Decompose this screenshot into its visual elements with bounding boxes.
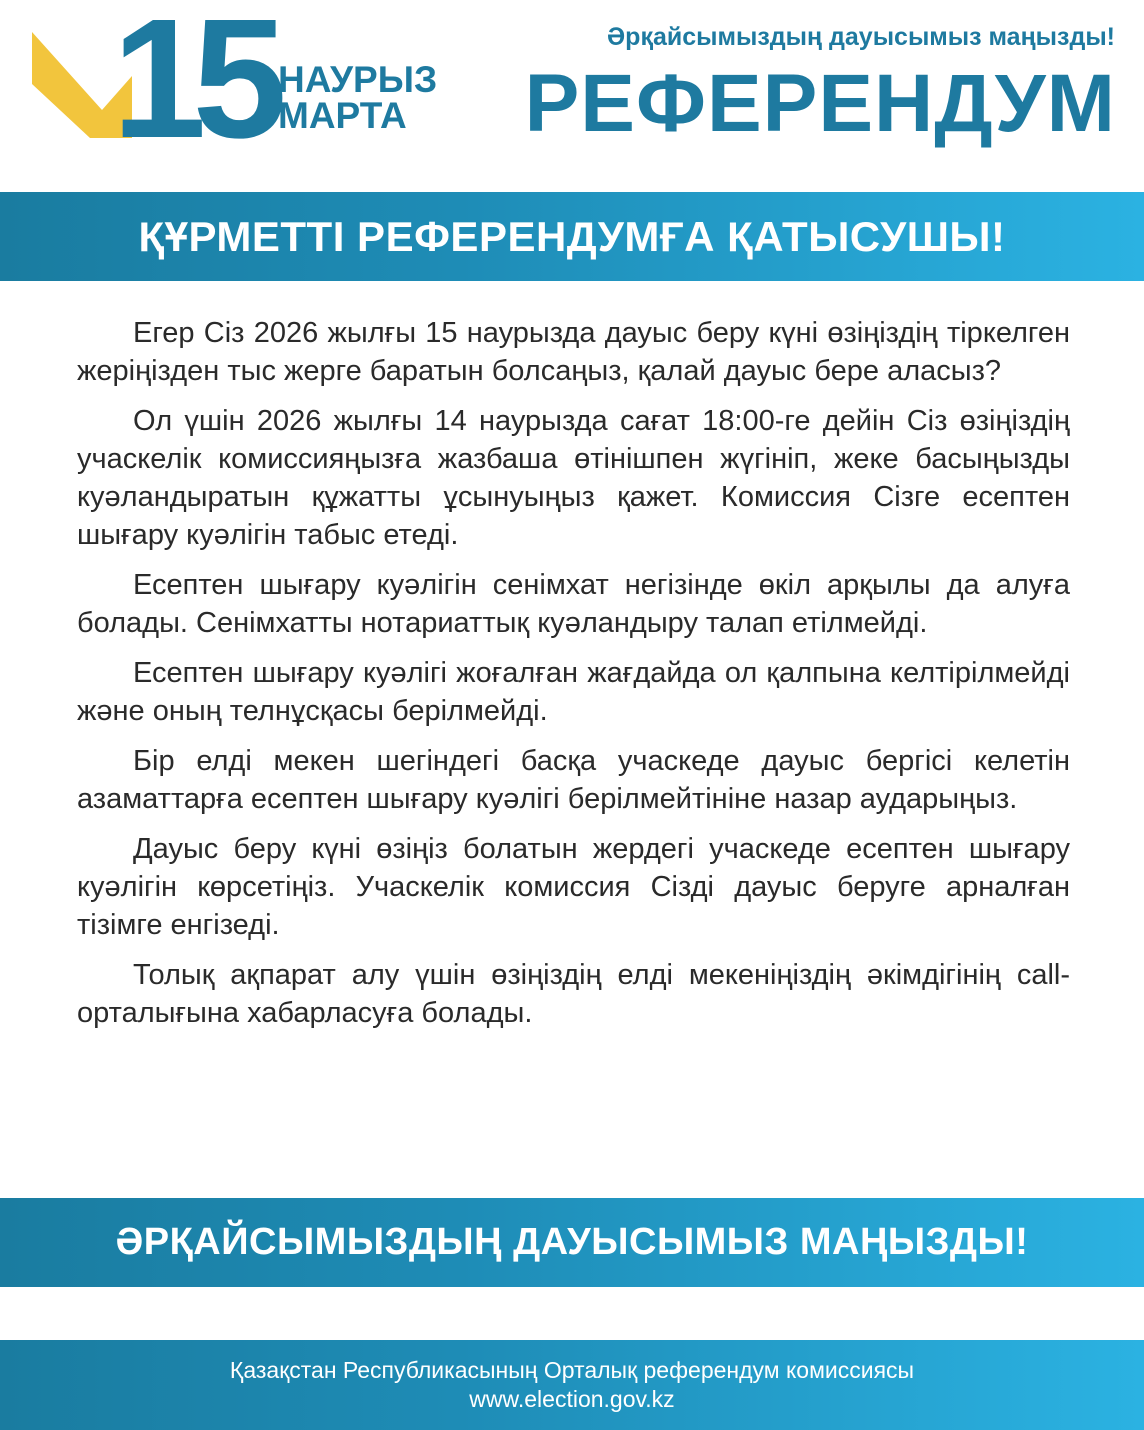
footer	[0, 1340, 1144, 1430]
paragraph-7: Толық ақпарат алу үшін өзіңіздің елді мекеніңіздің әкімдігінің call-орталығына хабарласуға болады.	[77, 959, 1070, 1029]
greeting-banner	[0, 192, 1144, 281]
logo-date	[278, 59, 438, 136]
footer-website-link[interactable]: www.election.gov.kz	[469, 1386, 675, 1412]
paragraph-1: Егер Сіз 2026 жылғы 15 наурызда дауыс беру күні өзіңіздің тіркелген жеріңізден тыс жерге баратын болсаңыз, қалай дауыс бере аласыз?	[77, 317, 1070, 387]
slogan-banner	[0, 1198, 1144, 1287]
logo-date-kk: НАУРЫЗ	[278, 59, 438, 100]
paragraph-4: Есептен шығару куәлігі жоғалған жағдайда ол қалпына келтірілмейді және оның телнұсқасы берілмейді.	[77, 657, 1070, 727]
tagline: Әрқайсымыздың дауысымыз маңызды!	[607, 23, 1115, 51]
logo-number: 15	[112, 0, 274, 174]
paragraph-5: Бір елді мекен шегіндегі басқа учаскеде дауыс бергісі келетін азаматтарға есептен шығару куәлігі берілмейтініне назар аударыңыз.	[77, 745, 1070, 815]
paragraph-3: Есептен шығару куәлігін сенімхат негізінде өкіл арқылы да алуға болады. Сенімхатты нотариаттық куәландыру талап етілмейді.	[77, 569, 1070, 639]
header	[0, 0, 1144, 192]
body-text	[77, 314, 1070, 1044]
logo-date-ru: МАРТА	[278, 95, 407, 136]
page-title: РЕФЕРЕНДУМ	[524, 58, 1116, 149]
paragraph-6: Дауыс беру күні өзіңіз болатын жердегі учаскеде есептен шығару куәлігін көрсетіңіз. Учаскелік комиссия Сізді дауыс беруге арналған тізімге енгізеді.	[77, 833, 1070, 941]
footer-organization: Қазақстан Республикасының Орталық референдум комиссиясы	[229, 1357, 915, 1383]
paragraph-2: Ол үшін 2026 жылғы 14 наурызда сағат 18:00-ге дейін Сіз өзіңіздің учаскелік комиссияңызға жазбаша өтінішпен жүгініп, жеке басыңызды куәландыратын құжатты ұсынуыңыз қажет. Комиссия Сізге есептен шығару куәлігін табыс етеді.	[77, 405, 1070, 551]
greeting-banner-text: ҚҰРМЕТТІ РЕФЕРЕНДУМҒА ҚАТЫСУШЫ!	[138, 212, 1006, 260]
slogan-banner-text: ӘРҚАЙСЫМЫЗДЫҢ ДАУЫСЫМЫЗ МАҢЫЗДЫ!	[115, 1221, 1029, 1263]
